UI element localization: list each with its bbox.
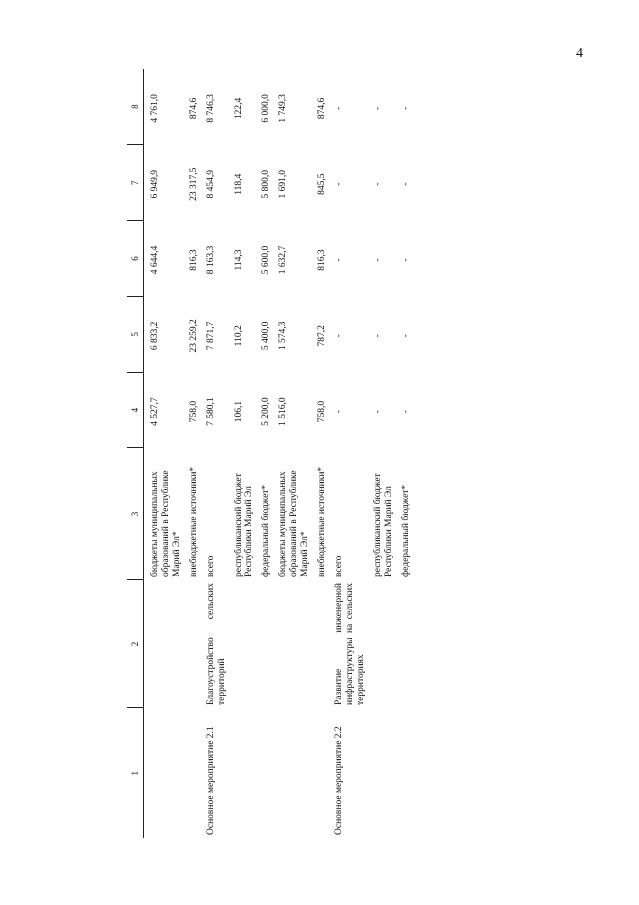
value-cell: 1 749,3 <box>278 94 289 123</box>
value-cell: - <box>400 258 411 262</box>
measure-title <box>311 580 328 708</box>
measure-name: Основное мероприятие 2.2 <box>333 726 344 835</box>
value-cell: 816,3 <box>317 249 328 271</box>
measure-name <box>228 708 256 838</box>
measure-name <box>183 708 200 838</box>
measure-name <box>395 708 412 838</box>
value-cell: - <box>400 334 411 338</box>
value-cell: 4 761,0 <box>150 94 160 123</box>
value-cell: 5 200,0 <box>261 397 272 426</box>
table-row <box>228 69 256 838</box>
measure-name: Основное мероприятие 2.1 <box>205 726 216 835</box>
table-row <box>395 69 412 838</box>
value-cell: 23 317,5 <box>188 167 199 201</box>
value-cell: - <box>333 334 344 338</box>
funding-source: федеральный бюджет* <box>400 484 411 577</box>
value-cell: 816,3 <box>188 249 199 271</box>
column-header: 4 <box>127 372 144 448</box>
value-cell: 8 454,9 <box>205 169 216 199</box>
value-cell: - <box>372 334 383 338</box>
table-row <box>144 69 183 838</box>
column-header: 7 <box>127 145 144 221</box>
table-row <box>272 69 311 838</box>
value-cell: 5 800,0 <box>261 169 272 199</box>
table-row <box>311 69 328 838</box>
value-cell: 6 949,9 <box>150 169 160 199</box>
measure-name <box>144 708 183 838</box>
value-cell: 23 259,2 <box>188 319 199 353</box>
column-header: 5 <box>127 296 144 372</box>
table-row <box>255 69 272 838</box>
value-cell: 106,1 <box>233 400 244 423</box>
value-cell: 5 600,0 <box>261 245 272 275</box>
measure-name <box>272 708 311 838</box>
value-cell: - <box>333 258 344 262</box>
value-cell: - <box>400 182 411 186</box>
value-cell: - <box>400 106 411 110</box>
funding-source: республиканский бюджет Республики Марий Эл <box>233 473 255 577</box>
funding-source: всего <box>333 555 344 577</box>
value-cell: 1 632,7 <box>278 245 289 275</box>
value-cell: 5 400,0 <box>261 321 272 351</box>
value-cell: 4 527,7 <box>150 397 160 426</box>
column-header: 2 <box>127 580 144 708</box>
value-cell: 122,4 <box>233 97 244 120</box>
measure-title: Развитие инженерной инфраструктуры на сельских территориях <box>333 583 366 705</box>
measure-name <box>255 708 272 838</box>
value-cell: - <box>333 410 344 414</box>
funding-source: всего <box>205 555 216 577</box>
table-row <box>200 69 228 838</box>
funding-source: федеральный бюджет* <box>261 484 272 577</box>
value-cell: 114,3 <box>233 249 244 271</box>
rotated-table-container <box>127 69 627 838</box>
value-cell: 845,5 <box>317 173 328 195</box>
value-cell: 758,0 <box>317 400 328 423</box>
value-cell: 6 833,2 <box>150 321 160 351</box>
value-cell: 7 871,7 <box>205 321 216 351</box>
value-cell: 1 691,0 <box>278 169 289 199</box>
value-cell: 8 746,3 <box>205 94 216 123</box>
value-cell: 1 574,3 <box>278 321 289 351</box>
column-header: 8 <box>127 69 144 145</box>
value-cell: - <box>372 258 383 262</box>
value-cell: 874,6 <box>188 97 199 120</box>
measure-title <box>272 580 311 708</box>
value-cell: 118,4 <box>233 173 244 195</box>
table-row <box>367 69 395 838</box>
value-cell: - <box>372 410 383 414</box>
funding-source: бюджеты муниципальных образований в Республике Марий Эл* <box>150 470 182 577</box>
value-cell: - <box>333 106 344 110</box>
value-cell: 6 000,0 <box>261 94 272 123</box>
funding-source: внебюджетные источники* <box>188 466 199 577</box>
column-header: 3 <box>127 448 144 580</box>
value-cell: - <box>400 410 411 414</box>
measure-title: Благоустройство сельских территорий <box>205 583 227 705</box>
value-cell: 110,2 <box>233 325 244 347</box>
measure-name <box>311 708 328 838</box>
measure-title <box>255 580 272 708</box>
measure-title <box>183 580 200 708</box>
value-cell: 8 163,3 <box>205 245 216 275</box>
value-cell: 874,6 <box>317 97 328 120</box>
value-cell: 758,0 <box>188 400 199 423</box>
value-cell: - <box>372 182 383 186</box>
value-cell: - <box>333 182 344 186</box>
measure-title <box>395 580 412 708</box>
funding-source: республиканский бюджет Республики Марий Эл <box>372 473 394 577</box>
column-header: 1 <box>127 708 144 838</box>
value-cell: 1 516,0 <box>278 397 289 426</box>
table-header-row <box>127 69 144 838</box>
value-cell: 7 580,1 <box>205 397 216 426</box>
measure-title <box>228 580 256 708</box>
table-row <box>183 69 200 838</box>
funding-source: бюджеты муниципальных образований в Республике Марий Эл* <box>278 470 311 577</box>
measure-name <box>367 708 395 838</box>
table-row <box>328 69 367 838</box>
column-header: 6 <box>127 221 144 297</box>
value-cell: 4 644,4 <box>150 245 160 275</box>
funding-source: внебюджетные источники* <box>317 466 328 577</box>
value-cell: - <box>372 106 383 110</box>
measure-title <box>367 580 395 708</box>
value-cell: 787,2 <box>317 325 328 347</box>
measure-title <box>144 580 183 708</box>
page-number: 4 <box>576 46 583 61</box>
funding-table <box>127 69 412 838</box>
